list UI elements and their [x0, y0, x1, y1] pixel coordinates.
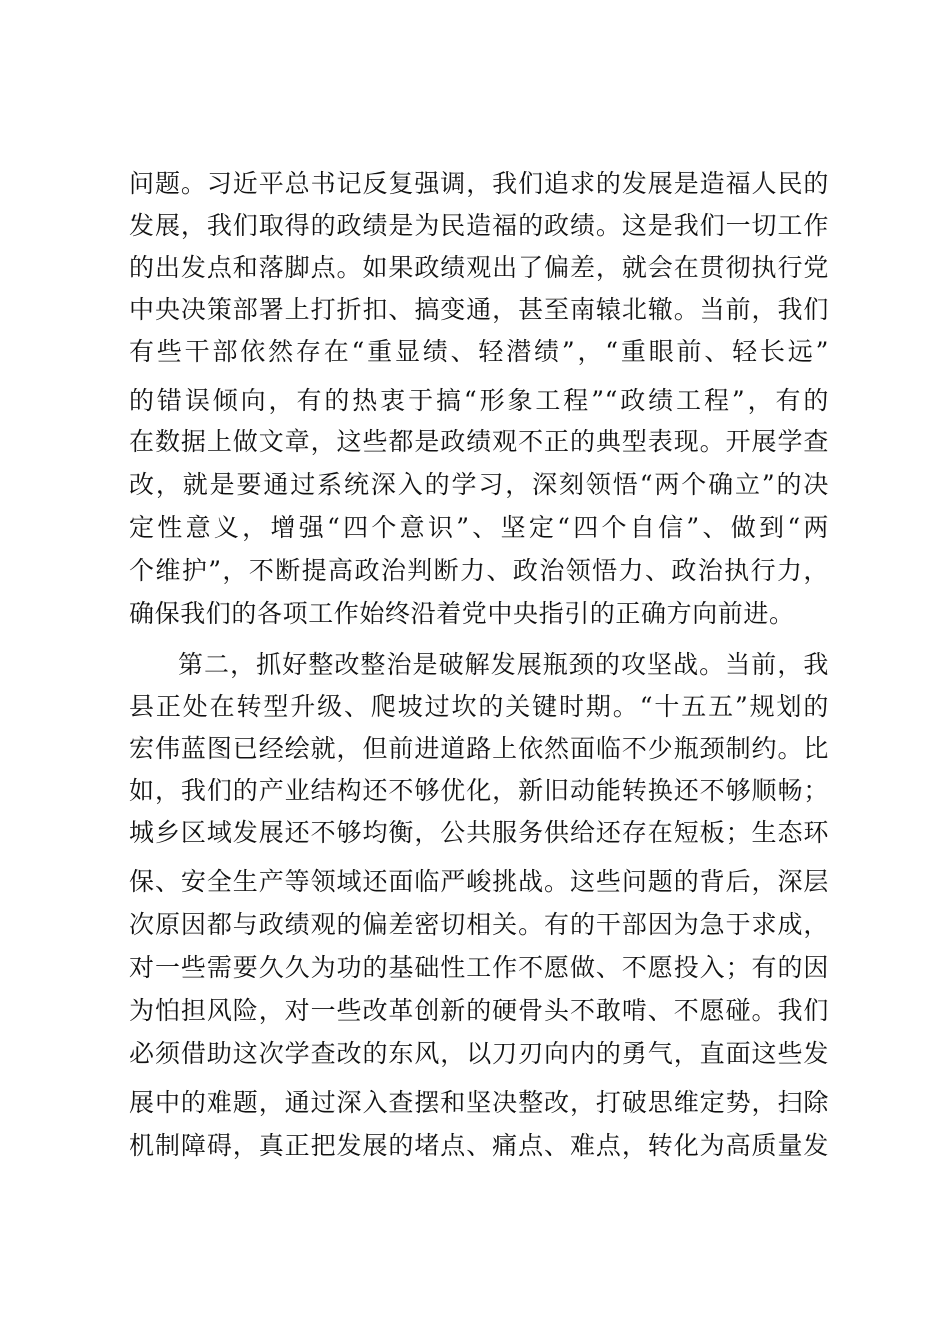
text-line: 对一些需要久久为功的基础性工作不愿做、不愿投入；有的因 — [129, 953, 829, 982]
text-line: 展中的难题，通过深入查摆和坚决整改，打破思维定势，扫除 — [129, 1088, 829, 1117]
paragraph-first-line: 第二，抓好整改整治是破解发展瓶颈的攻坚战。当前，我 — [178, 650, 829, 679]
text-line: 改，就是要通过系统深入的学习，深刻领悟“两个确立”的决 — [129, 470, 829, 499]
text-line: 为怕担风险，对一些改革创新的硬骨头不敢啃、不愿碰。我们 — [129, 996, 829, 1025]
text-line: 的错误倾向，有的热衷于搞“形象工程”“政绩工程”，有的 — [129, 386, 829, 415]
text-line: 个维护”，不断提高政治判断力、政治领悟力、政治执行力， — [129, 556, 829, 585]
text-line: 机制障碍，真正把发展的堵点、痛点、难点，转化为高质量发 — [129, 1131, 829, 1160]
text-line: 问题。习近平总书记反复强调，我们追求的发展是造福人民的 — [129, 169, 829, 198]
text-line: 次原因都与政绩观的偏差密切相关。有的干部因为急于求成， — [129, 910, 829, 939]
text-line: 县正处在转型升级、爬坡过坎的关键时期。“十五五”规划的 — [129, 692, 829, 721]
text-line: 有些干部依然存在“重显绩、轻潜绩”，“重眼前、轻长远” — [129, 337, 829, 366]
text-line: 如，我们的产业结构还不够优化，新旧动能转换还不够顺畅； — [129, 776, 829, 805]
text-line: 宏伟蓝图已经绘就，但前进道路上依然面临不少瓶颈制约。比 — [129, 734, 829, 763]
text-line: 定性意义，增强“四个意识”、坚定“四个自信”、做到“两 — [129, 513, 829, 542]
text-line: 中央决策部署上打折扣、搞变通，甚至南辕北辙。当前，我们 — [129, 295, 829, 324]
text-line: 的出发点和落脚点。如果政绩观出了偏差，就会在贯彻执行党 — [129, 253, 829, 282]
text-line: 发展，我们取得的政绩是为民造福的政绩。这是我们一切工作 — [129, 211, 829, 240]
text-line: 在数据上做文章，这些都是政绩观不正的典型表现。开展学查 — [129, 427, 829, 456]
text-line: 必须借助这次学查改的东风，以刀刃向内的勇气，直面这些发 — [129, 1039, 829, 1068]
text-line: 确保我们的各项工作始终沿着党中央指引的正确方向前进。 — [129, 599, 795, 628]
text-line: 城乡区域发展还不够均衡，公共服务供给还存在短板；生态环 — [129, 818, 829, 847]
text-line: 保、安全生产等领域还面临严峻挑战。这些问题的背后，深层 — [129, 867, 829, 896]
